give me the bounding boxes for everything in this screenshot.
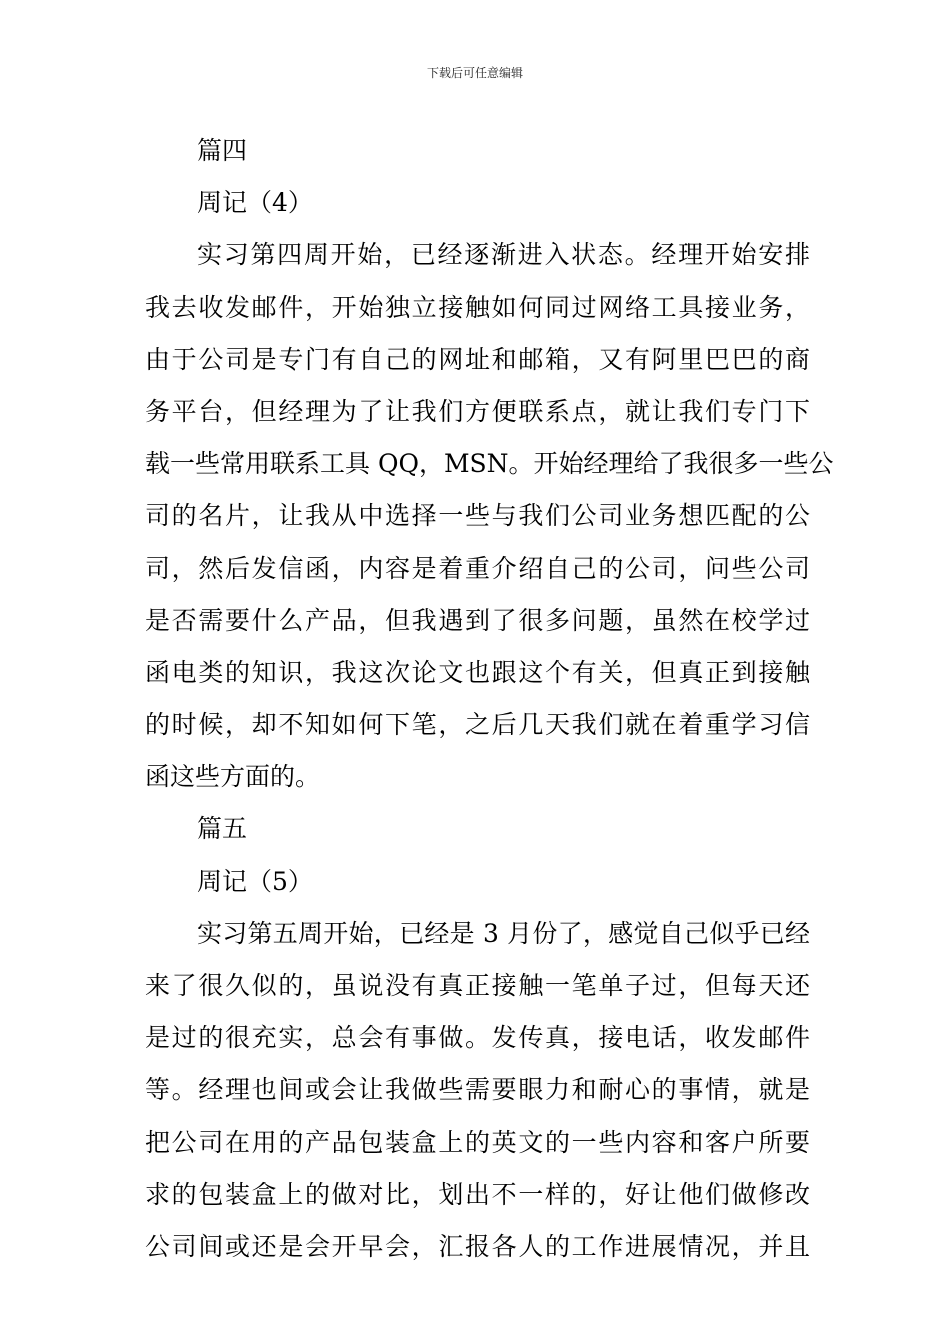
paragraph-line: 函这些方面的。 (145, 762, 321, 792)
section-title-4: 篇四 (197, 136, 248, 165)
paragraph-line: 我去收发邮件，开始独立接触如何同过网络工具接业务， (145, 292, 810, 322)
paragraph-line: 务平台，但经理为了让我们方便联系点，就让我们专门下 (145, 396, 810, 426)
paragraph-line: 实习第四周开始，已经逐渐进入状态。经理开始安排 (197, 240, 810, 270)
document-body (145, 125, 834, 1273)
paragraph-line: 函电类的知识，我这次论文也跟这个有关，但真正到接触 (145, 657, 810, 687)
paragraph-line: 由于公司是专门有自己的网址和邮箱，又有阿里巴巴的商 (145, 344, 810, 374)
section-subtitle-4: 周记（4） (197, 188, 313, 218)
paragraph-line: 司的名片，让我从中选择一些与我们公司业务想匹配的公 (145, 501, 810, 531)
paragraph-line: 实习第五周开始，已经是 3 月份了，感觉自己似乎已经 (197, 918, 810, 948)
paragraph-line: 公司间或还是会开早会，汇报各人的工作进展情况，并且 (145, 1231, 810, 1261)
paragraph-line: 求的包装盒上的做对比，划出不一样的，好让他们做修改 (145, 1179, 810, 1209)
header-note: 下载后可任意编辑 (426, 66, 523, 80)
paragraph-line: 是否需要什么产品，但我遇到了很多问题，虽然在校学过 (145, 605, 810, 635)
paragraph-line: 等。经理也间或会让我做些需要眼力和耐心的事情，就是 (145, 1075, 810, 1105)
paragraph-line: 来了很久似的，虽说没有真正接触一笔单子过，但每天还 (145, 971, 810, 1000)
paragraph-line: 把公司在用的产品包装盒上的英文的一些内容和客户所要 (145, 1127, 810, 1157)
paragraph-line: 是过的很充实，总会有事做。发传真，接电话，收发邮件 (145, 1023, 810, 1053)
section-title-5: 篇五 (197, 814, 248, 844)
paragraph-line: 司，然后发信函，内容是着重介绍自己的公司，问些公司 (145, 553, 810, 583)
section-subtitle-5: 周记（5） (197, 866, 313, 896)
paragraph-line: 的时候，却不知如何下笔，之后几天我们就在着重学习信 (145, 710, 810, 740)
paragraph-line: 载一些常用联系工具 QQ，MSN。开始经理给了我很多一些公 (145, 449, 834, 479)
